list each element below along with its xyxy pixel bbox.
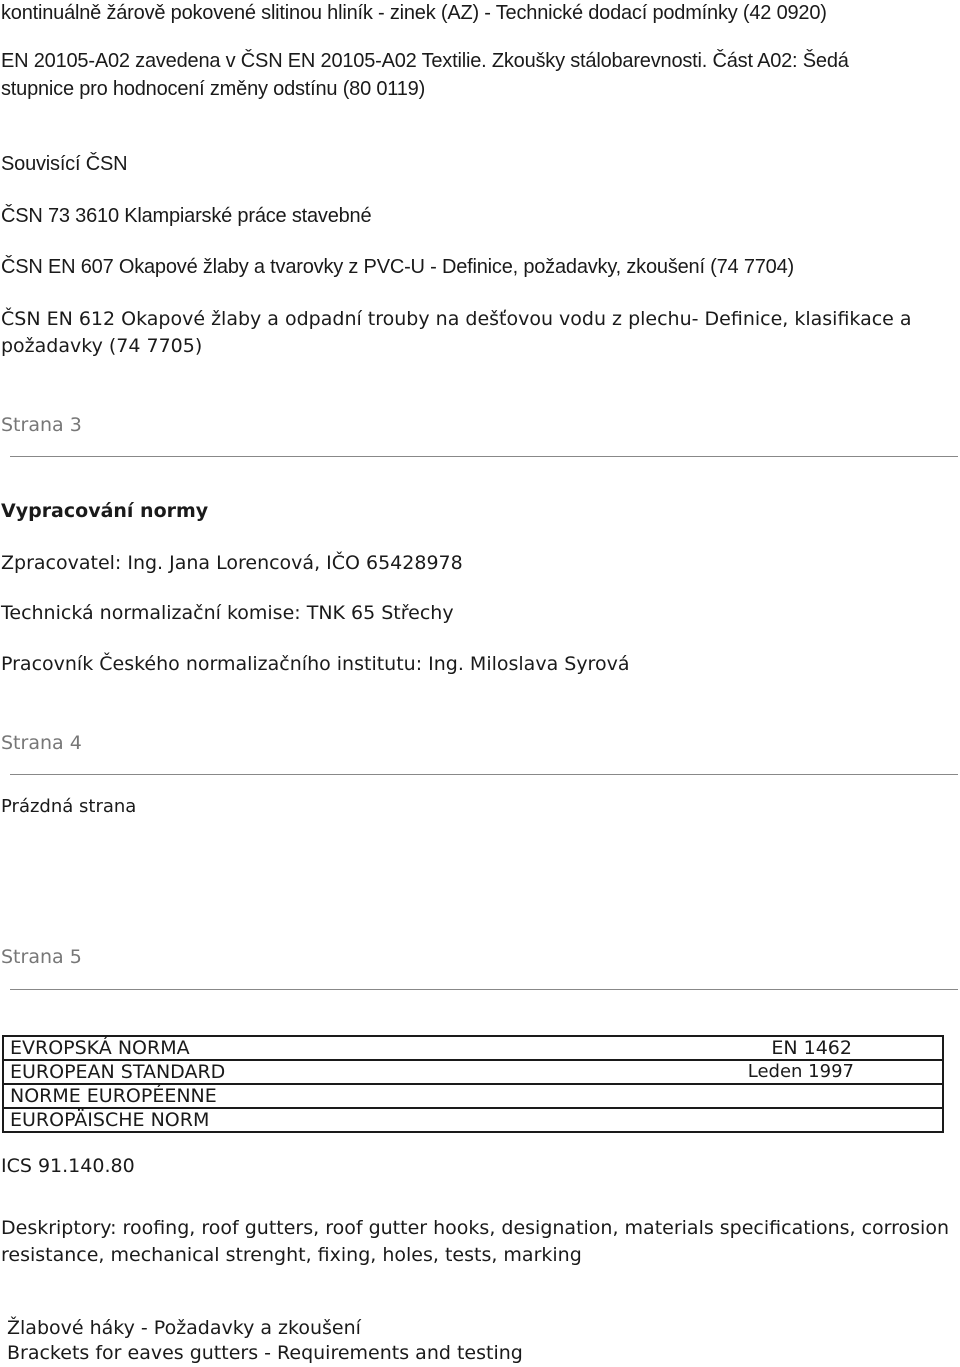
norm-name: NORME EUROPÉENNE bbox=[10, 1085, 217, 1107]
page-label: Strana 3 bbox=[1, 414, 82, 436]
norm-name: EVROPSKÁ NORMA bbox=[10, 1037, 190, 1059]
related-standard-item: ČSN EN 607 Okapové žlaby a tvarovky z PVC-U - Definice, požadavky, zkoušení (74 7704) bbox=[1, 256, 794, 278]
norm-number: EN 1462 bbox=[771, 1037, 852, 1059]
norm-date: Leden 1997 bbox=[747, 1061, 854, 1082]
standard-header-row bbox=[3, 1060, 943, 1084]
norm-name: EUROPÄISCHE NORM bbox=[10, 1109, 210, 1131]
related-standard-item: požadavky (74 7705) bbox=[1, 335, 203, 357]
related-standard-item: ČSN 73 3610 Klampiarské práce stavebné bbox=[1, 205, 372, 227]
standard-header-row bbox=[3, 1036, 943, 1060]
ics-code: ICS 91.140.80 bbox=[1, 1155, 135, 1177]
related-standards-heading: Souvisící ČSN bbox=[1, 153, 128, 175]
text-line: EN 20105-A02 zavedena v ČSN EN 20105-A02 Textilie. Zkoušky stálobarevnosti. Část A02: Šedá bbox=[1, 50, 849, 72]
page-divider bbox=[10, 989, 958, 990]
related-standard-item: ČSN EN 612 Okapové žlaby a odpadní trouby na dešťovou vodu z plechu- Definice, klasifikace a bbox=[1, 308, 912, 330]
page-divider bbox=[10, 456, 958, 457]
committee-line: Technická normalizační komise: TNK 65 Střechy bbox=[1, 602, 454, 624]
page-label: Strana 4 bbox=[1, 732, 82, 754]
title-czech: Žlabové háky - Požadavky a zkoušení bbox=[7, 1317, 361, 1339]
standard-header-table bbox=[2, 1035, 944, 1133]
descriptors-line: resistance, mechanical strenght, fixing, holes, tests, marking bbox=[1, 1244, 582, 1266]
text-line: kontinuálně žárově pokovené slitinou hliník - zinek (AZ) - Technické dodací podmínky (42 0920) bbox=[1, 2, 827, 24]
processor-line: Zpracovatel: Ing. Jana Lorencová, IČO 65428978 bbox=[1, 552, 463, 574]
title-english: Brackets for eaves gutters - Requirements and testing bbox=[7, 1342, 523, 1364]
text-line: stupnice pro hodnocení změny odstínu (80 0119) bbox=[1, 78, 426, 100]
page-label: Strana 5 bbox=[1, 946, 82, 968]
norm-name: EUROPEAN STANDARD bbox=[10, 1061, 226, 1083]
institute-line: Pracovník Českého normalizačního institutu: Ing. Miloslava Syrová bbox=[1, 653, 630, 675]
standard-header-row bbox=[3, 1108, 943, 1132]
standard-header-row bbox=[3, 1084, 943, 1108]
page-divider bbox=[10, 774, 958, 775]
section-heading: Vypracování normy bbox=[1, 500, 209, 522]
descriptors-line: Deskriptory: roofing, roof gutters, roof gutter hooks, designation, materials specifications, corrosion bbox=[1, 1217, 949, 1239]
blank-page-note: Prázdná strana bbox=[1, 796, 137, 817]
